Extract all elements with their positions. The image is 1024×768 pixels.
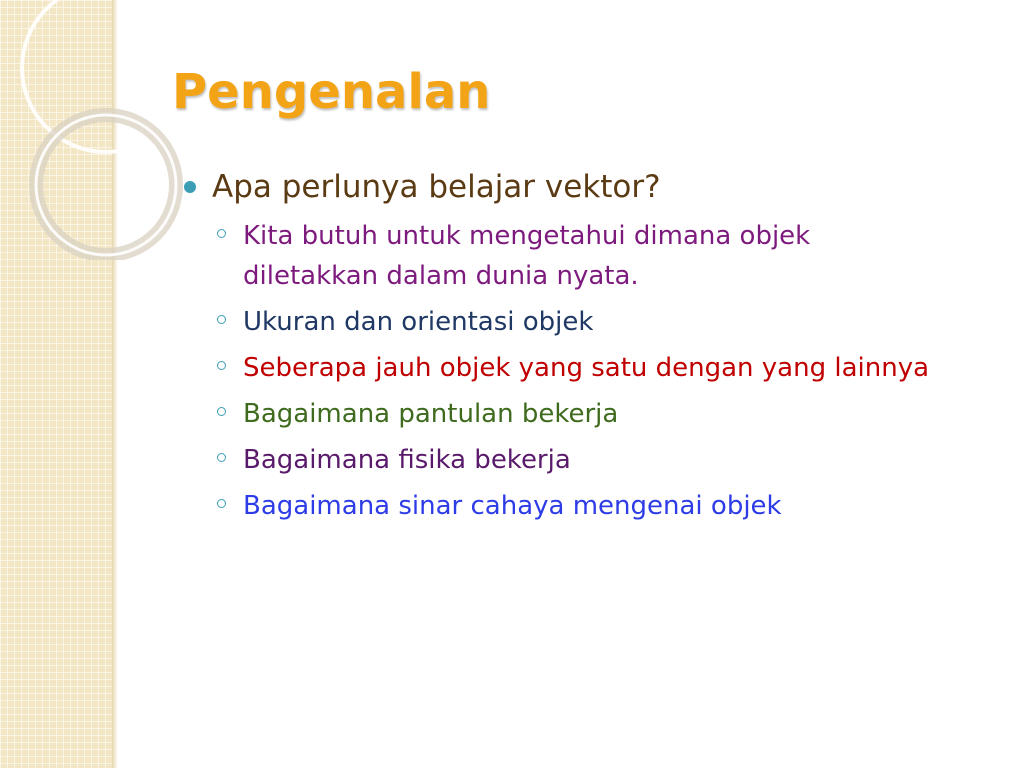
sub-point [184,486,943,526]
sub-point-text: Kita butuh untuk mengetahui dimana objek diletakkan dalam dunia nyata. [243,221,811,291]
slide-content [184,164,964,532]
main-point [184,164,964,210]
sub-point-text: Ukuran dan orientasi objek [243,307,594,337]
filled-circle-bullet-icon [184,181,196,193]
sub-point-text: Bagaimana sinar cahaya mengenai objek [243,491,782,521]
sub-point-list [184,216,964,526]
sub-point-text: Seberapa jauh objek yang satu dengan yang lainnya [243,353,930,383]
ring-bullet-icon [217,499,226,508]
main-point-text: Apa perlunya belajar vektor? [212,169,661,205]
sub-point [184,302,943,342]
sub-point [184,394,943,434]
sub-point [184,348,943,388]
decorative-circles [0,0,200,260]
ring-bullet-icon [217,453,226,462]
sub-point-text: Bagaimana pantulan bekerja [243,399,619,429]
ring-bullet-icon [217,229,226,238]
ring-bullet-icon [217,315,226,324]
sub-point-text: Bagaimana fisika bekerja [243,445,571,475]
ring-bullet-icon [217,361,226,370]
sub-point [184,216,943,296]
slide-title: Pengenalan [172,64,491,120]
ring-bullet-icon [217,407,226,416]
sub-point [184,440,943,480]
